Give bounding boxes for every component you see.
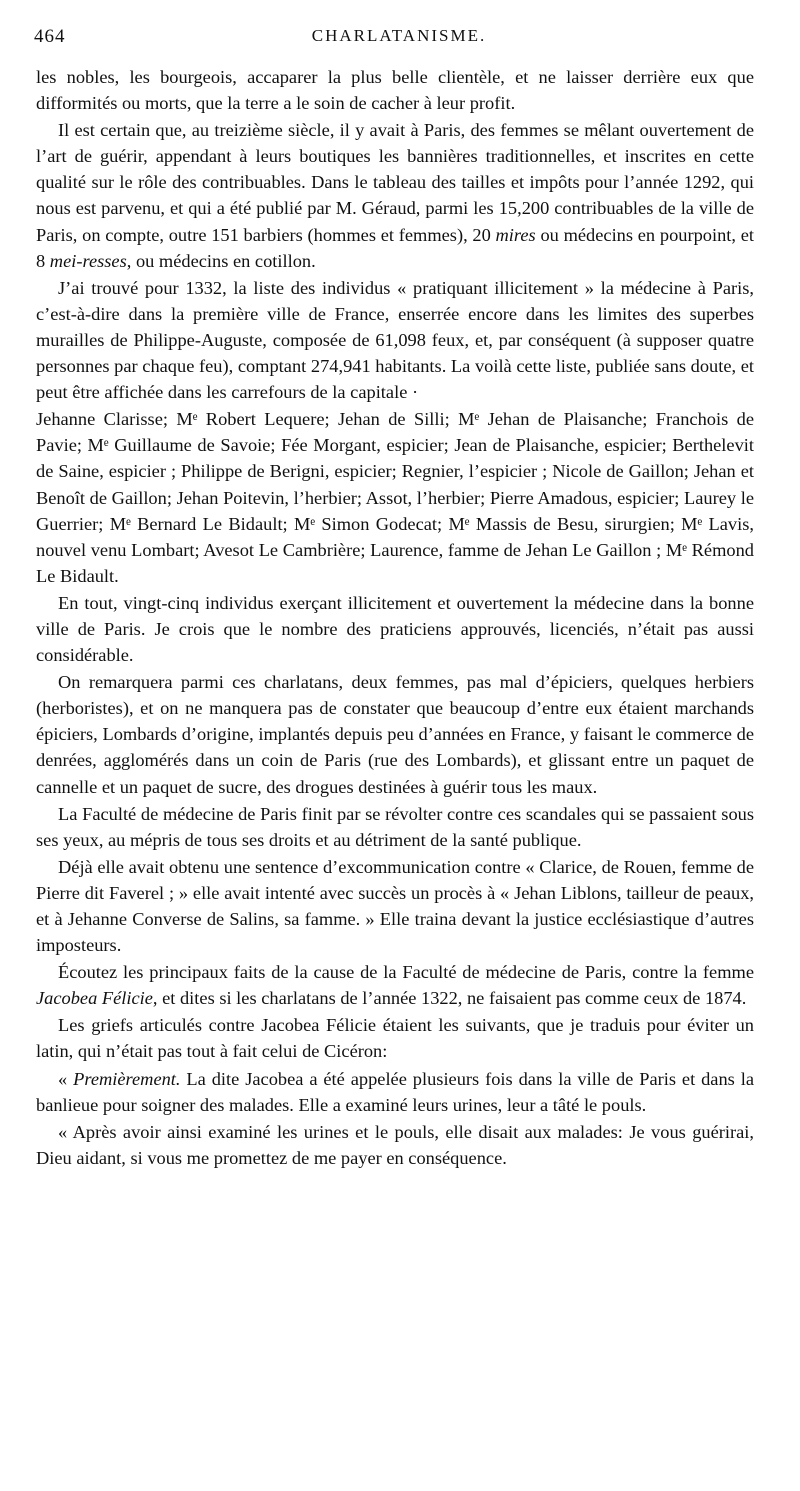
paragraph xyxy=(36,669,754,799)
italic-text: Jacobea Félicie xyxy=(36,988,153,1009)
text-segment: , ou médecins en cotillon. xyxy=(126,250,316,271)
italic-text: mei-resses xyxy=(49,250,127,271)
paragraph xyxy=(36,959,754,1011)
text-segment: La dite Jacobea a été appelée plusieurs fois dans la ville de Paris et dans la banlieue pour soigner des malades. Elle a examiné leurs urines, leur a tâté le pouls. xyxy=(36,1068,754,1115)
practitioner-list xyxy=(36,406,754,589)
body-text xyxy=(36,64,754,1172)
italic-text: Premièrement. xyxy=(73,1068,181,1089)
paragraph xyxy=(36,801,754,853)
paragraph xyxy=(36,64,754,116)
text-segment: « Après avoir ainsi examiné les urines et le pouls, elle disait aux malades: Je vous guérirai, Dieu aidant, si vous me promettez de me payer en conséquence. xyxy=(36,1121,754,1168)
paragraph xyxy=(36,590,754,668)
text-segment: Les griefs articulés contre Jacobea Félicie étaient les suivants, que je traduis pour éviter un latin, qui n’était pas tout à fait celui de Cicéron: xyxy=(36,1015,754,1062)
text-segment: On remarquera parmi ces charlatans, deux femmes, pas mal d’épiciers, quelques herbiers (herboristes), et on ne manquera pas de constater que beaucoup d’entre eux étaient marchands épiciers, Lombards d’origine, implantés depuis peu d’années en France, y faisant le commerce de denrées, agglomérés dans un coin de Paris (rue des Lombards), et glissant entre un paquet de cannelle et un paquet de sucre, des drogues destinées à guérir tous les maux. xyxy=(36,672,754,797)
text-segment: Il est certain que, au treizième siècle, il y avait à Paris, des femmes se mêlant ouvertement de l’art de guérir, appendant à leurs boutiques les bannières traditionnelles, et inscrites en cette qualité sur le rôle des contribuables. Dans le tableau des tailles et impôts pour l’année 1292, qui nous est parvenu, et qui a été publié par M. Géraud, parmi les 15,200 contribuables de la ville de Paris, on compte, outre 151 barbiers (hommes et femmes), 20 xyxy=(36,120,754,245)
text-segment: , et dites si les charlatans de l’année 1322, ne faisaient pas comme ceux de 1874. xyxy=(152,988,747,1009)
paragraph xyxy=(36,854,754,958)
page-number: 464 xyxy=(34,26,66,47)
text-segment: J’ai trouvé pour 1332, la liste des individus « pratiquant illicitement » la médecine à Paris, c’est-à-dire dans la première ville de France, enserrée encore dans les limites des superbes murailles de Philippe-Auguste, composée de 61,098 feux, et, par conséquent (à supposer quatre personnes par chaque feu), comptant 274,941 habitants. La voilà cette liste, publiée sans doute, et peut être affichée dans les carrefours de la capitale · xyxy=(36,277,754,403)
paragraph xyxy=(36,1066,754,1118)
text-segment: « xyxy=(58,1068,74,1089)
page-header xyxy=(34,26,764,56)
paragraph xyxy=(36,1012,754,1064)
text-segment: En tout, vingt-cinq individus exerçant illicitement et ouvertement la médecine dans la bonne ville de Paris. Je crois que le nombre des praticiens approuvés, licenciés, n’était pas aussi considérable. xyxy=(36,592,754,666)
text-segment: Déjà elle avait obtenu une sentence d’excommunication contre « Clarice, de Rouen, femme de Pierre dit Faverel ; » elle avait intenté avec succès un procès à « Jehan Liblons, tailleur de peaux, et à Jehanne Converse de Salins, sa famme. » Elle traina devant la justice ecclésiastique d’autres imposteurs. xyxy=(36,856,754,956)
paragraph xyxy=(36,117,754,274)
running-title: CHARLATANISME. xyxy=(311,26,487,45)
text-segment: La Faculté de médecine de Paris finit par se révolter contre ces scandales qui se passaient sous ses yeux, au mépris de tous ses droits et au détriment de la santé publique. xyxy=(36,803,754,850)
text-segment: les nobles, les bourgeois, accaparer la plus belle clientèle, et ne laisser derrière eux que difformités ou morts, que la terre a le soin de cacher à leur profit. xyxy=(36,67,754,114)
text-segment: ou médecins en pourpoint, et 8 xyxy=(36,224,754,271)
italic-text: mires xyxy=(495,224,536,245)
paragraph xyxy=(36,1119,754,1171)
paragraph xyxy=(36,275,754,405)
text-segment: Écoutez les principaux faits de la cause de la Faculté de médecine de Paris, contre la femme xyxy=(58,962,754,983)
text-segment: Jehanne Clarisse; Mᵉ Robert Lequere; Jehan de Silli; Mᵉ Jehan de Plaisanche; Franchois de Pavie; Mᵉ Guillaume de Savoie; Fée Morgant, espicier; Jean de Plaisanche, espicier; Berthelevit de Saine, espicier ; Philippe de Berigni, espicier; Regnier, l’espicier ; Nicole de Gaillon; Jehan et Benoît de Gaillon; Jehan Poitevin, l’herbier; Assot, l’herbier; Pierre Amadous, espicier; Laurey le Guerrier; Mᵉ Bernard Le Bidault; Mᵉ Simon Godecat; Mᵉ Massis de Besu, sirurgien; Mᵉ Lavis, nouvel venu Lombart; Avesot Le Cambrière; Laurence, famme de Jehan Le Gaillon ; Mᵉ Rémond Le Bidault. xyxy=(36,409,754,586)
